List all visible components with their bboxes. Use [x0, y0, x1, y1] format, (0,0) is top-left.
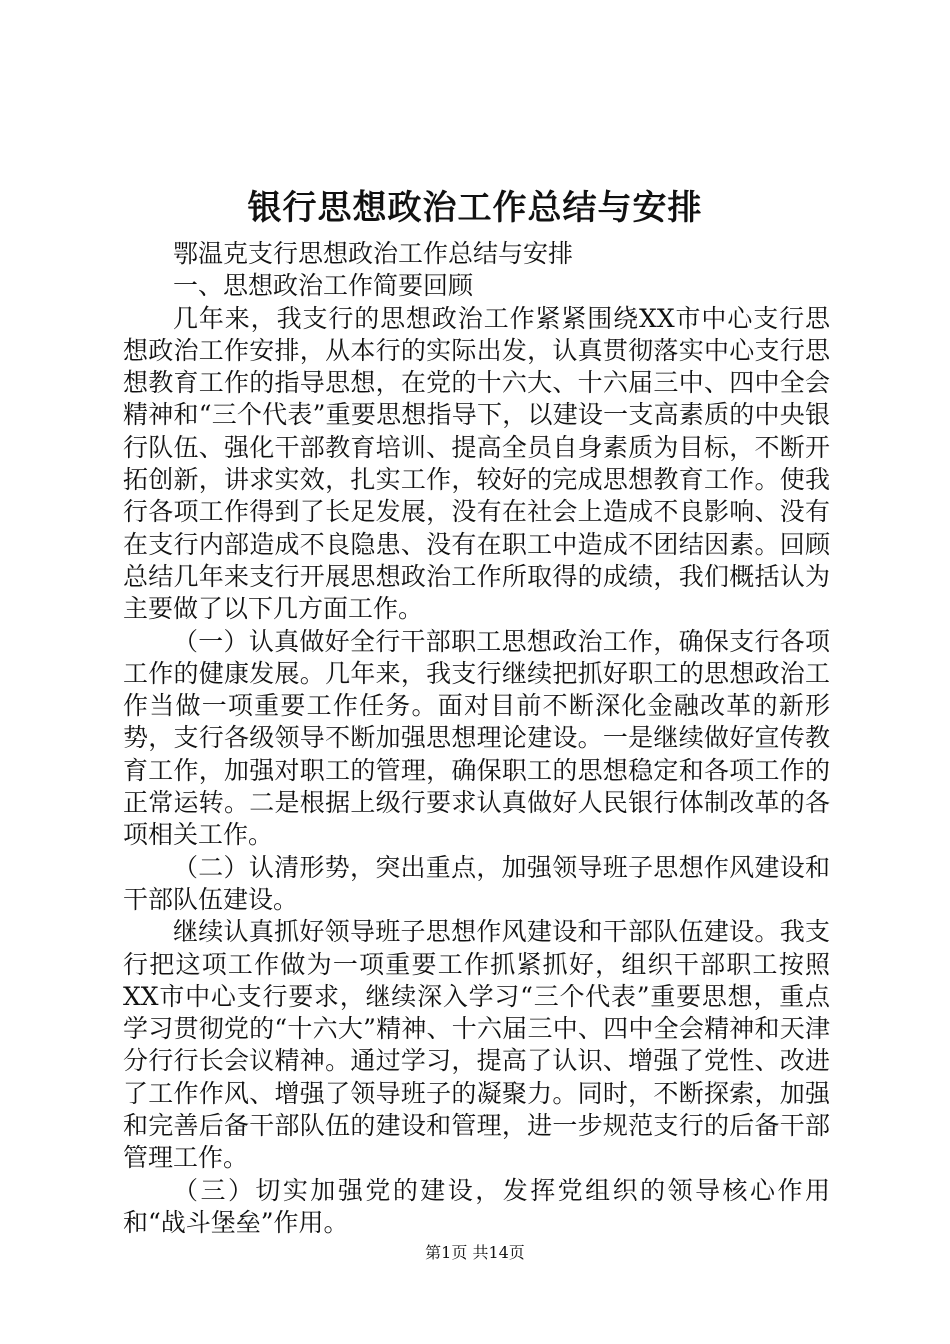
paragraph-item-2: （二）认清形势，突出重点，加强领导班子思想作风建设和干部队伍建设。: [123, 852, 830, 914]
paragraph-review: 几年来，我支行的思想政治工作紧紧围绕XX市中心支行思想政治工作安排，从本行的实际出发，认真贯彻落实中心支行思想教育工作的指导思想，在党的十六大、十六届三中、四中全会精神和“三个代表”重要思想指导下，以建设一支高素质的中央银行队伍、强化干部教育培训、提高全员自身素质为目标，不断开拓创新，讲求实效，扎实工作，较好的完成思想教育工作。使我行各项工作得到了长足发展，没有在社会上造成不良影响、没有在支行内部造成不良隐患、没有在职工中造成不团结因素。回顾总结几年来支行开展思想政治工作所取得的成绩，我们概括认为主要做了以下几方面工作。: [123, 303, 830, 624]
paragraph-subtitle: 鄂温克支行思想政治工作总结与安排: [173, 239, 574, 268]
document-title: 银行思想政治工作总结与安排: [247, 188, 703, 228]
document-body: [123, 238, 830, 1239]
paragraph-item-3: （三）切实加强党的建设，发挥党组织的领导核心作用和“战斗堡垒”作用。: [123, 1175, 830, 1237]
paragraph-item-2-detail: 继续认真抓好领导班子思想作风建设和干部队伍建设。我支行把这项工作做为一项重要工作抓紧抓好，组织干部职工按照XX市中心支行要求，继续深入学习“三个代表”重要思想，重点学习贯彻党的“十六大”精神、十六届三中、四中全会精神和天津分行行长会议精神。通过学习，提高了认识、增强了党性、改进了工作作风、增强了领导班子的凝聚力。同时，不断探索，加强和完善后备干部队伍的建设和管理，进一步规范支行的后备干部管理工作。: [123, 917, 830, 1173]
page-number-footer: 第1页 共14页: [425, 1243, 525, 1262]
paragraph-item-1: （一）认真做好全行干部职工思想政治工作，确保支行各项工作的健康发展。几年来，我支行继续把抓好职工的思想政治工作当做一项重要工作任务。面对目前不断深化金融改革的新形势，支行各级领导不断加强思想理论建设。一是继续做好宣传教育工作，加强对职工的管理，确保职工的思想稳定和各项工作的正常运转。二是根据上级行要求认真做好人民银行体制改革的各项相关工作。: [123, 626, 830, 850]
paragraph-section-heading: 一、思想政治工作简要回顾: [173, 271, 474, 301]
